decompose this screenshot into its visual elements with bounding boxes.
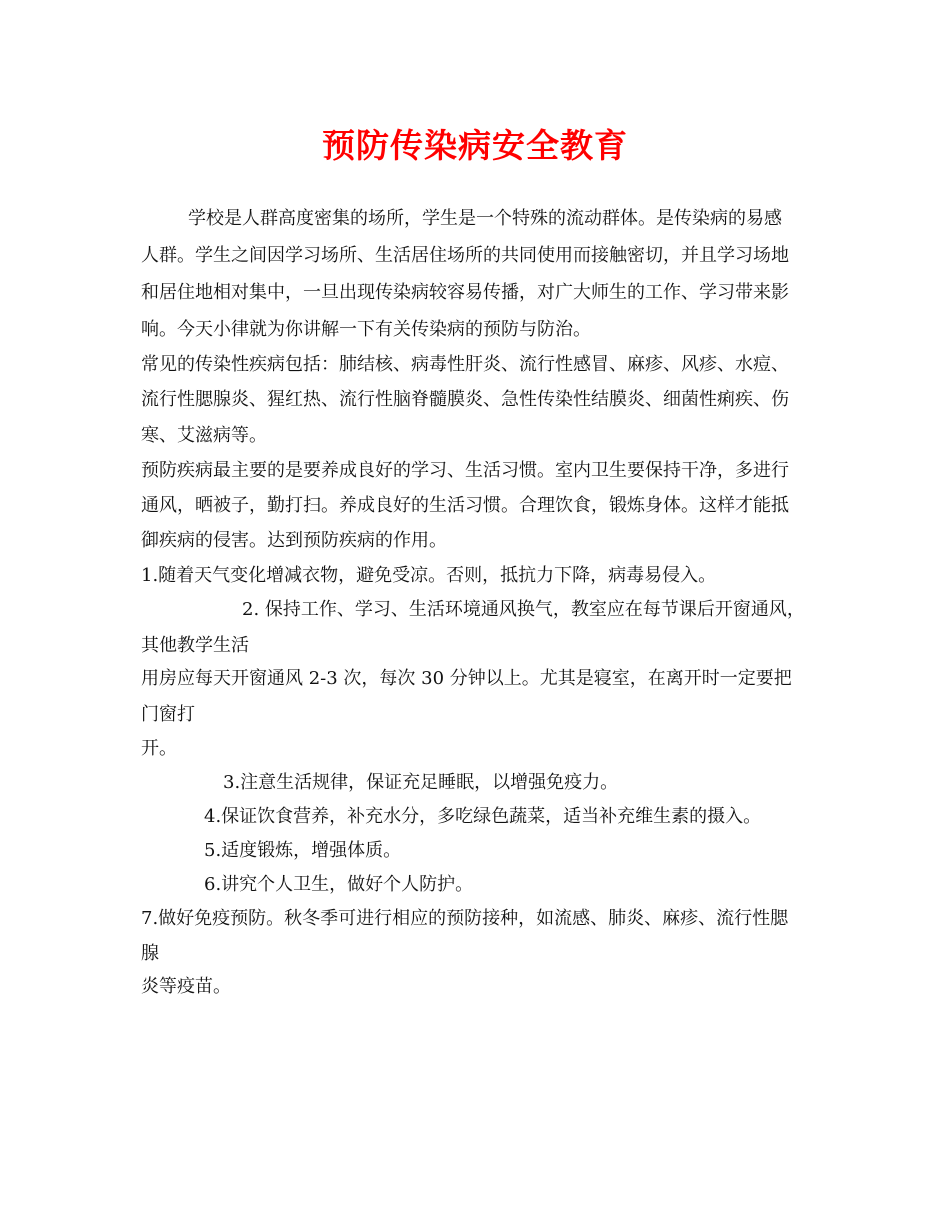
text-line: 寒、艾滋病等。 bbox=[141, 425, 267, 446]
list-item: 1.随着天气变化增减衣物，避免受凉。否则，抵抗力下降，病毒易侵入。 bbox=[141, 565, 717, 586]
text-line: 预防疾病最主要的是要养成良好的学习、生活习惯。室内卫生要保持干净，多进行 bbox=[141, 460, 789, 481]
text-line: 学校是人群高度密集的场所，学生是一个特殊的流动群体。是传染病的易感 bbox=[188, 208, 782, 229]
list-item: 6.讲究个人卫生，做好个人防护。 bbox=[204, 874, 474, 895]
text-line: 用房应每天开窗通风 2-3 次，每次 30 分钟以上。尤其是寝室，在离开时一定要把 bbox=[141, 668, 792, 689]
text-line: 通风，晒被子，勤打扫。养成良好的生活习惯。合理饮食，锻炼身体。这样才能抵 bbox=[141, 495, 789, 516]
text-line: 响。今天小律就为你讲解一下有关传染病的预防与防治。 bbox=[141, 319, 591, 340]
text-line: 流行性腮腺炎、猩红热、流行性脑脊髓膜炎、急性传染性结膜炎、细菌性痢疾、伤 bbox=[141, 389, 789, 410]
list-item: 4.保证饮食营养，补充水分，多吃绿色蔬菜，适当补充维生素的摄入。 bbox=[204, 806, 762, 827]
text-line: 人群。学生之间因学习场所、生活居住场所的共同使用而接触密切，并且学习场地 bbox=[141, 245, 789, 266]
list-item: 5.适度锻炼，增强体质。 bbox=[204, 840, 402, 861]
text-line: 腺 bbox=[141, 943, 159, 964]
text-line: 常见的传染性疾病包括：肺结核、病毒性肝炎、流行性感冒、麻疹、风疹、水痘、 bbox=[141, 354, 789, 375]
text-line: 炎等疫苗。 bbox=[141, 976, 231, 997]
list-item: 3.注意生活规律，保证充足睡眠，以增强免疫力。 bbox=[223, 772, 619, 793]
text-line: 门窗打 bbox=[141, 704, 195, 725]
document-title: 预防传染病安全教育 bbox=[322, 126, 628, 165]
text-line: 开。 bbox=[141, 738, 177, 759]
text-line: 和居住地相对集中，一旦出现传染病较容易传播，对广大师生的工作、学习带来影 bbox=[141, 282, 789, 303]
list-item: 2. 保持工作、学习、生活环境通风换气，教室应在每节课后开窗通风， bbox=[242, 599, 805, 620]
text-line: 御疾病的侵害。达到预防疾病的作用。 bbox=[141, 530, 447, 551]
text-line: 其他教学生活 bbox=[141, 635, 249, 656]
list-item: 7.做好免疫预防。秋冬季可进行相应的预防接种，如流感、肺炎、麻疹、流行性腮 bbox=[141, 908, 789, 929]
